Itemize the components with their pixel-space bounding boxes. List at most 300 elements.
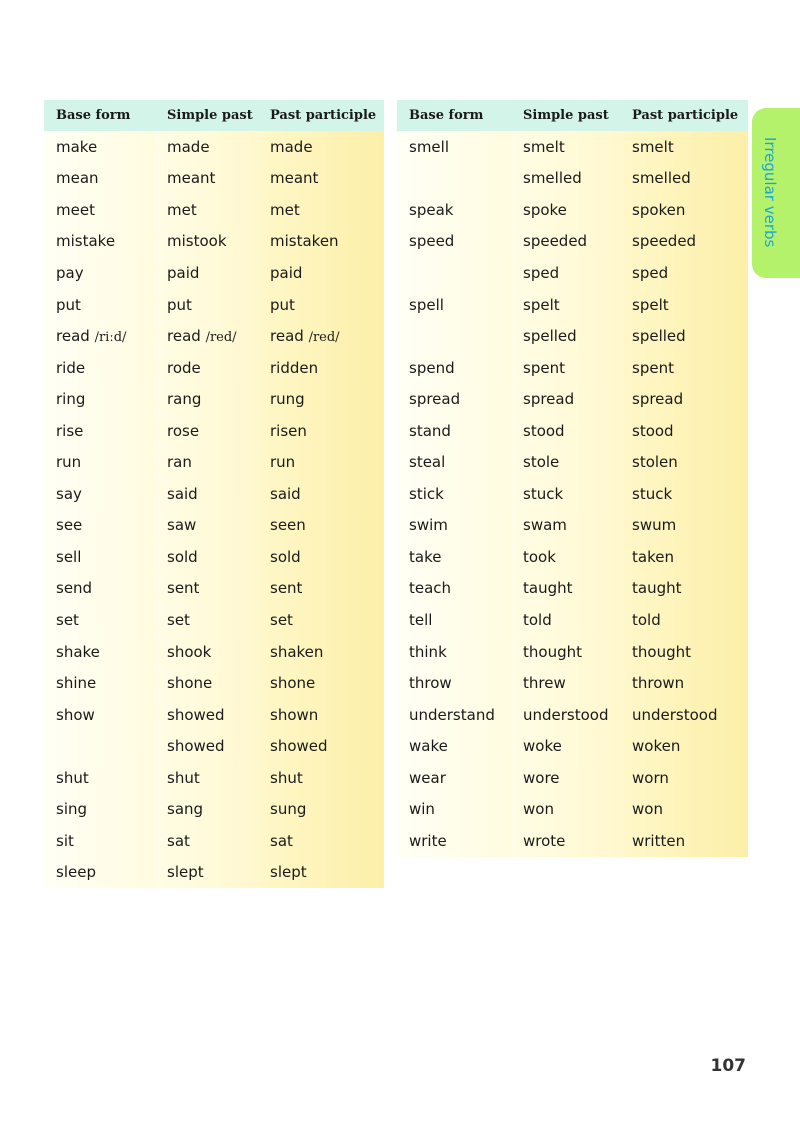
base-form-cell bbox=[44, 573, 155, 605]
verb-form: showed bbox=[167, 705, 225, 724]
table-row bbox=[397, 667, 748, 699]
verb-form: ride bbox=[56, 358, 86, 377]
verb-form: ring bbox=[56, 390, 86, 409]
verb-form: stuck bbox=[523, 484, 564, 503]
verb-form: read bbox=[167, 327, 201, 346]
verb-form: taught bbox=[632, 579, 682, 598]
simple-past-cell bbox=[155, 352, 264, 384]
simple-past-cell bbox=[511, 446, 626, 478]
base-form-cell bbox=[397, 825, 511, 857]
verb-form: smelled bbox=[523, 169, 582, 188]
base-form-cell bbox=[44, 446, 155, 478]
table-row bbox=[397, 163, 748, 195]
past-participle-cell bbox=[626, 478, 748, 510]
base-form-cell bbox=[44, 667, 155, 699]
past-participle-cell bbox=[626, 194, 748, 226]
table-row bbox=[397, 289, 748, 321]
simple-past-cell bbox=[511, 383, 626, 415]
simple-past-cell bbox=[155, 383, 264, 415]
verb-form: meant bbox=[167, 169, 216, 188]
table-row bbox=[397, 352, 748, 384]
past-participle-cell bbox=[626, 541, 748, 573]
verb-form: sang bbox=[167, 800, 204, 819]
past-participle-cell bbox=[626, 131, 748, 163]
verb-form: won bbox=[523, 800, 554, 819]
base-form-cell bbox=[44, 163, 155, 195]
past-participle-cell bbox=[264, 762, 384, 794]
verb-form: speeded bbox=[523, 232, 588, 251]
simple-past-cell bbox=[155, 131, 264, 163]
verb-form: sped bbox=[523, 263, 560, 282]
base-form-cell bbox=[44, 194, 155, 226]
table-row bbox=[397, 793, 748, 825]
past-participle-cell bbox=[264, 163, 384, 195]
table-row bbox=[44, 510, 384, 542]
table-row bbox=[44, 163, 384, 195]
simple-past-cell bbox=[511, 194, 626, 226]
past-participle-cell bbox=[264, 604, 384, 636]
verb-form: rang bbox=[167, 390, 202, 409]
simple-past-cell bbox=[155, 857, 264, 889]
base-form-cell bbox=[397, 510, 511, 542]
verb-form: put bbox=[167, 295, 192, 314]
base-form-cell bbox=[397, 415, 511, 447]
simple-past-cell bbox=[511, 257, 626, 289]
table-row bbox=[397, 131, 748, 163]
base-form-cell bbox=[44, 793, 155, 825]
base-form-cell bbox=[397, 699, 511, 731]
base-form-cell bbox=[397, 289, 511, 321]
base-form-cell bbox=[397, 226, 511, 258]
verb-form: speed bbox=[409, 232, 455, 251]
verb-form: smelt bbox=[632, 137, 674, 156]
verb-form: wake bbox=[409, 737, 448, 756]
base-form-cell bbox=[44, 730, 155, 762]
base-form-cell bbox=[397, 762, 511, 794]
verb-form: shaken bbox=[270, 642, 324, 661]
table-row bbox=[397, 320, 748, 352]
verb-form: spread bbox=[409, 390, 461, 409]
verb-form: set bbox=[167, 610, 190, 629]
simple-past-cell bbox=[155, 226, 264, 258]
verb-form: shone bbox=[270, 674, 316, 693]
simple-past-cell bbox=[511, 510, 626, 542]
verb-form: sleep bbox=[56, 863, 96, 882]
simple-past-cell bbox=[155, 257, 264, 289]
verb-form: stole bbox=[523, 453, 560, 472]
base-form-cell bbox=[44, 604, 155, 636]
simple-past-cell bbox=[155, 699, 264, 731]
verb-form: stood bbox=[632, 421, 674, 440]
simple-past-cell bbox=[155, 289, 264, 321]
table-row bbox=[397, 510, 748, 542]
verb-form: made bbox=[270, 137, 313, 156]
verb-form: shook bbox=[167, 642, 212, 661]
verb-form: risen bbox=[270, 421, 307, 440]
verb-form: swum bbox=[632, 516, 677, 535]
verb-form: spent bbox=[523, 358, 565, 377]
verb-form: thought bbox=[523, 642, 582, 661]
past-participle-cell bbox=[264, 636, 384, 668]
base-form-cell bbox=[44, 289, 155, 321]
simple-past-cell bbox=[511, 604, 626, 636]
verb-form: steal bbox=[409, 453, 446, 472]
header-base-form: Base form bbox=[397, 100, 511, 131]
verb-form: stuck bbox=[632, 484, 673, 503]
verb-form: told bbox=[632, 610, 661, 629]
verb-form: swam bbox=[523, 516, 567, 535]
past-participle-cell bbox=[626, 604, 748, 636]
base-form-cell bbox=[44, 257, 155, 289]
simple-past-cell bbox=[511, 163, 626, 195]
header-simple-past: Simple past bbox=[511, 100, 626, 131]
verb-form: mistaken bbox=[270, 232, 339, 251]
verb-form: speak bbox=[409, 200, 454, 219]
verb-form: set bbox=[56, 610, 79, 629]
verb-form: sold bbox=[270, 547, 301, 566]
table-row bbox=[397, 446, 748, 478]
verb-form: paid bbox=[270, 263, 303, 282]
verb-form: sit bbox=[56, 831, 74, 850]
verb-form: seen bbox=[270, 516, 306, 535]
past-participle-cell bbox=[626, 825, 748, 857]
past-participle-cell bbox=[264, 510, 384, 542]
verb-form: mistook bbox=[167, 232, 227, 251]
verb-form: said bbox=[270, 484, 301, 503]
verb-form: shone bbox=[167, 674, 213, 693]
base-form-cell bbox=[44, 320, 155, 352]
verb-form: read bbox=[56, 327, 90, 346]
header-past-participle: Past participle bbox=[626, 100, 748, 131]
simple-past-cell bbox=[511, 730, 626, 762]
verb-form: show bbox=[56, 705, 95, 724]
verb-form: send bbox=[56, 579, 93, 598]
table-row bbox=[397, 257, 748, 289]
verb-form: tell bbox=[409, 610, 433, 629]
verb-form: shake bbox=[56, 642, 100, 661]
simple-past-cell bbox=[511, 825, 626, 857]
table-row bbox=[397, 541, 748, 573]
past-participle-cell bbox=[626, 636, 748, 668]
table-row bbox=[44, 825, 384, 857]
base-form-cell bbox=[397, 163, 511, 195]
past-participle-cell bbox=[264, 352, 384, 384]
verb-form: sold bbox=[167, 547, 198, 566]
verb-table-left bbox=[44, 100, 384, 888]
base-form-cell bbox=[44, 510, 155, 542]
verb-form: smell bbox=[409, 137, 449, 156]
verb-form: sell bbox=[56, 547, 82, 566]
verb-form: smelt bbox=[523, 137, 565, 156]
verb-form: take bbox=[409, 547, 442, 566]
verb-form: wrote bbox=[523, 831, 566, 850]
table-row bbox=[44, 446, 384, 478]
verb-form: smelled bbox=[632, 169, 691, 188]
past-participle-cell bbox=[264, 415, 384, 447]
simple-past-cell bbox=[155, 541, 264, 573]
table-row bbox=[397, 194, 748, 226]
simple-past-cell bbox=[155, 446, 264, 478]
past-participle-cell bbox=[626, 510, 748, 542]
verb-form: spelt bbox=[632, 295, 669, 314]
verb-form: shut bbox=[270, 768, 303, 787]
simple-past-cell bbox=[155, 825, 264, 857]
verb-form: sent bbox=[167, 579, 200, 598]
simple-past-cell bbox=[511, 573, 626, 605]
past-participle-cell bbox=[264, 194, 384, 226]
base-form-cell bbox=[44, 226, 155, 258]
verb-form: shut bbox=[167, 768, 200, 787]
verb-form: slept bbox=[167, 863, 204, 882]
table-row bbox=[44, 478, 384, 510]
past-participle-cell bbox=[264, 257, 384, 289]
table-row bbox=[44, 541, 384, 573]
table-row bbox=[44, 762, 384, 794]
base-form-cell bbox=[44, 131, 155, 163]
table-header-row bbox=[44, 100, 384, 131]
verb-form: shut bbox=[56, 768, 89, 787]
table-row bbox=[397, 825, 748, 857]
verb-form: make bbox=[56, 137, 98, 156]
base-form-cell bbox=[397, 352, 511, 384]
simple-past-cell bbox=[511, 699, 626, 731]
verb-form: sped bbox=[632, 263, 669, 282]
base-form-cell bbox=[44, 541, 155, 573]
verb-form: run bbox=[56, 453, 82, 472]
verb-form: wear bbox=[409, 768, 446, 787]
past-participle-cell bbox=[626, 667, 748, 699]
base-form-cell bbox=[397, 604, 511, 636]
verb-form: written bbox=[632, 831, 686, 850]
table-row bbox=[397, 604, 748, 636]
verb-form: rose bbox=[167, 421, 200, 440]
verb-form: woke bbox=[523, 737, 562, 756]
verb-form: run bbox=[270, 453, 296, 472]
verb-form: spent bbox=[632, 358, 674, 377]
past-participle-cell bbox=[626, 383, 748, 415]
verb-form: meet bbox=[56, 200, 95, 219]
simple-past-cell bbox=[155, 194, 264, 226]
base-form-cell bbox=[44, 352, 155, 384]
verb-form: paid bbox=[167, 263, 200, 282]
base-form-cell bbox=[44, 415, 155, 447]
past-participle-cell bbox=[264, 289, 384, 321]
verb-form: made bbox=[167, 137, 210, 156]
simple-past-cell bbox=[511, 541, 626, 573]
past-participle-cell bbox=[264, 541, 384, 573]
past-participle-cell bbox=[264, 825, 384, 857]
verb-form: mean bbox=[56, 169, 99, 188]
past-participle-cell bbox=[264, 478, 384, 510]
table-row bbox=[397, 573, 748, 605]
verb-form: sent bbox=[270, 579, 303, 598]
past-participle-cell bbox=[626, 699, 748, 731]
verb-form: taken bbox=[632, 547, 674, 566]
table-row bbox=[44, 857, 384, 889]
verb-form: set bbox=[270, 610, 293, 629]
verb-form: teach bbox=[409, 579, 452, 598]
verb-form: spend bbox=[409, 358, 455, 377]
verb-form: woken bbox=[632, 737, 681, 756]
verb-form: sat bbox=[167, 831, 190, 850]
verb-form: swim bbox=[409, 516, 448, 535]
simple-past-cell bbox=[155, 730, 264, 762]
table-row bbox=[397, 226, 748, 258]
table-row bbox=[44, 604, 384, 636]
verb-form: spelt bbox=[523, 295, 560, 314]
table-header-row bbox=[397, 100, 748, 131]
simple-past-cell bbox=[155, 510, 264, 542]
table-row bbox=[44, 257, 384, 289]
simple-past-cell bbox=[511, 226, 626, 258]
table-row bbox=[44, 226, 384, 258]
simple-past-cell bbox=[155, 762, 264, 794]
verb-form: shine bbox=[56, 674, 97, 693]
table-row bbox=[44, 699, 384, 731]
base-form-cell bbox=[44, 383, 155, 415]
past-participle-cell bbox=[264, 699, 384, 731]
simple-past-cell bbox=[511, 478, 626, 510]
verb-form: wore bbox=[523, 768, 560, 787]
past-participle-cell bbox=[626, 226, 748, 258]
verb-form: win bbox=[409, 800, 435, 819]
table-row bbox=[44, 573, 384, 605]
table-row bbox=[44, 636, 384, 668]
past-participle-cell bbox=[626, 793, 748, 825]
table-row bbox=[44, 667, 384, 699]
verb-form: mistake bbox=[56, 232, 116, 251]
verb-form: pay bbox=[56, 263, 84, 282]
base-form-cell bbox=[397, 383, 511, 415]
verb-form: ridden bbox=[270, 358, 319, 377]
table-row bbox=[44, 383, 384, 415]
verb-form: stand bbox=[409, 421, 451, 440]
verb-form: put bbox=[56, 295, 81, 314]
verb-form: spoken bbox=[632, 200, 686, 219]
base-form-cell bbox=[397, 667, 511, 699]
simple-past-cell bbox=[511, 762, 626, 794]
simple-past-cell bbox=[511, 415, 626, 447]
simple-past-cell bbox=[155, 320, 264, 352]
base-form-cell bbox=[44, 699, 155, 731]
phonetic-transcription: /riːd/ bbox=[94, 330, 127, 346]
verb-table-right bbox=[397, 100, 748, 857]
table-row bbox=[44, 194, 384, 226]
verb-form: said bbox=[167, 484, 198, 503]
verb-form: spelled bbox=[523, 327, 577, 346]
verb-form: thrown bbox=[632, 674, 685, 693]
base-form-cell bbox=[44, 825, 155, 857]
table-row bbox=[397, 415, 748, 447]
base-form-cell bbox=[397, 257, 511, 289]
verb-table-left-body bbox=[44, 131, 384, 888]
past-participle-cell bbox=[626, 730, 748, 762]
base-form-cell bbox=[44, 857, 155, 889]
table-row bbox=[44, 730, 384, 762]
past-participle-cell bbox=[264, 730, 384, 762]
verb-form: sung bbox=[270, 800, 307, 819]
past-participle-cell bbox=[626, 289, 748, 321]
verb-form: put bbox=[270, 295, 295, 314]
simple-past-cell bbox=[155, 163, 264, 195]
header-base-form: Base form bbox=[44, 100, 155, 131]
verb-form: shown bbox=[270, 705, 319, 724]
past-participle-cell bbox=[264, 857, 384, 889]
table-row bbox=[44, 352, 384, 384]
verb-form: saw bbox=[167, 516, 197, 535]
past-participle-cell bbox=[264, 667, 384, 699]
verb-form: stick bbox=[409, 484, 444, 503]
verb-form: write bbox=[409, 831, 447, 850]
verb-form: rung bbox=[270, 390, 305, 409]
verb-form: sing bbox=[56, 800, 88, 819]
base-form-cell bbox=[397, 573, 511, 605]
simple-past-cell bbox=[511, 131, 626, 163]
base-form-cell bbox=[397, 636, 511, 668]
table-row bbox=[44, 793, 384, 825]
base-form-cell bbox=[44, 636, 155, 668]
verb-form: worn bbox=[632, 768, 669, 787]
verb-form: say bbox=[56, 484, 82, 503]
verb-form: spread bbox=[632, 390, 684, 409]
table-row bbox=[397, 762, 748, 794]
phonetic-transcription: /red/ bbox=[308, 330, 340, 346]
verb-form: ran bbox=[167, 453, 192, 472]
past-participle-cell bbox=[626, 446, 748, 478]
simple-past-cell bbox=[155, 667, 264, 699]
verb-form: spell bbox=[409, 295, 444, 314]
base-form-cell bbox=[397, 131, 511, 163]
table-row bbox=[397, 730, 748, 762]
verb-form: showed bbox=[270, 737, 328, 756]
simple-past-cell bbox=[155, 636, 264, 668]
verb-form: meant bbox=[270, 169, 319, 188]
page-number: 107 bbox=[710, 1056, 746, 1076]
simple-past-cell bbox=[511, 352, 626, 384]
base-form-cell bbox=[397, 446, 511, 478]
simple-past-cell bbox=[511, 793, 626, 825]
simple-past-cell bbox=[155, 573, 264, 605]
verb-form: understood bbox=[523, 705, 609, 724]
header-past-participle: Past participle bbox=[264, 100, 384, 131]
base-form-cell bbox=[397, 730, 511, 762]
verb-form: spelled bbox=[632, 327, 686, 346]
verb-form: see bbox=[56, 516, 83, 535]
simple-past-cell bbox=[155, 478, 264, 510]
past-participle-cell bbox=[264, 320, 384, 352]
verb-form: slept bbox=[270, 863, 307, 882]
table-row bbox=[44, 415, 384, 447]
past-participle-cell bbox=[264, 226, 384, 258]
base-form-cell bbox=[397, 320, 511, 352]
header-simple-past: Simple past bbox=[155, 100, 264, 131]
verb-form: throw bbox=[409, 674, 452, 693]
verb-form: showed bbox=[167, 737, 225, 756]
table-row bbox=[397, 478, 748, 510]
verb-form: sat bbox=[270, 831, 293, 850]
section-tab-label: Irregular verbs bbox=[761, 137, 779, 248]
base-form-cell bbox=[397, 194, 511, 226]
simple-past-cell bbox=[511, 289, 626, 321]
verb-form: understand bbox=[409, 705, 495, 724]
verb-form: told bbox=[523, 610, 552, 629]
simple-past-cell bbox=[155, 604, 264, 636]
verb-form: spoke bbox=[523, 200, 567, 219]
table-row bbox=[397, 383, 748, 415]
verb-form: rise bbox=[56, 421, 84, 440]
base-form-cell bbox=[397, 793, 511, 825]
simple-past-cell bbox=[511, 320, 626, 352]
